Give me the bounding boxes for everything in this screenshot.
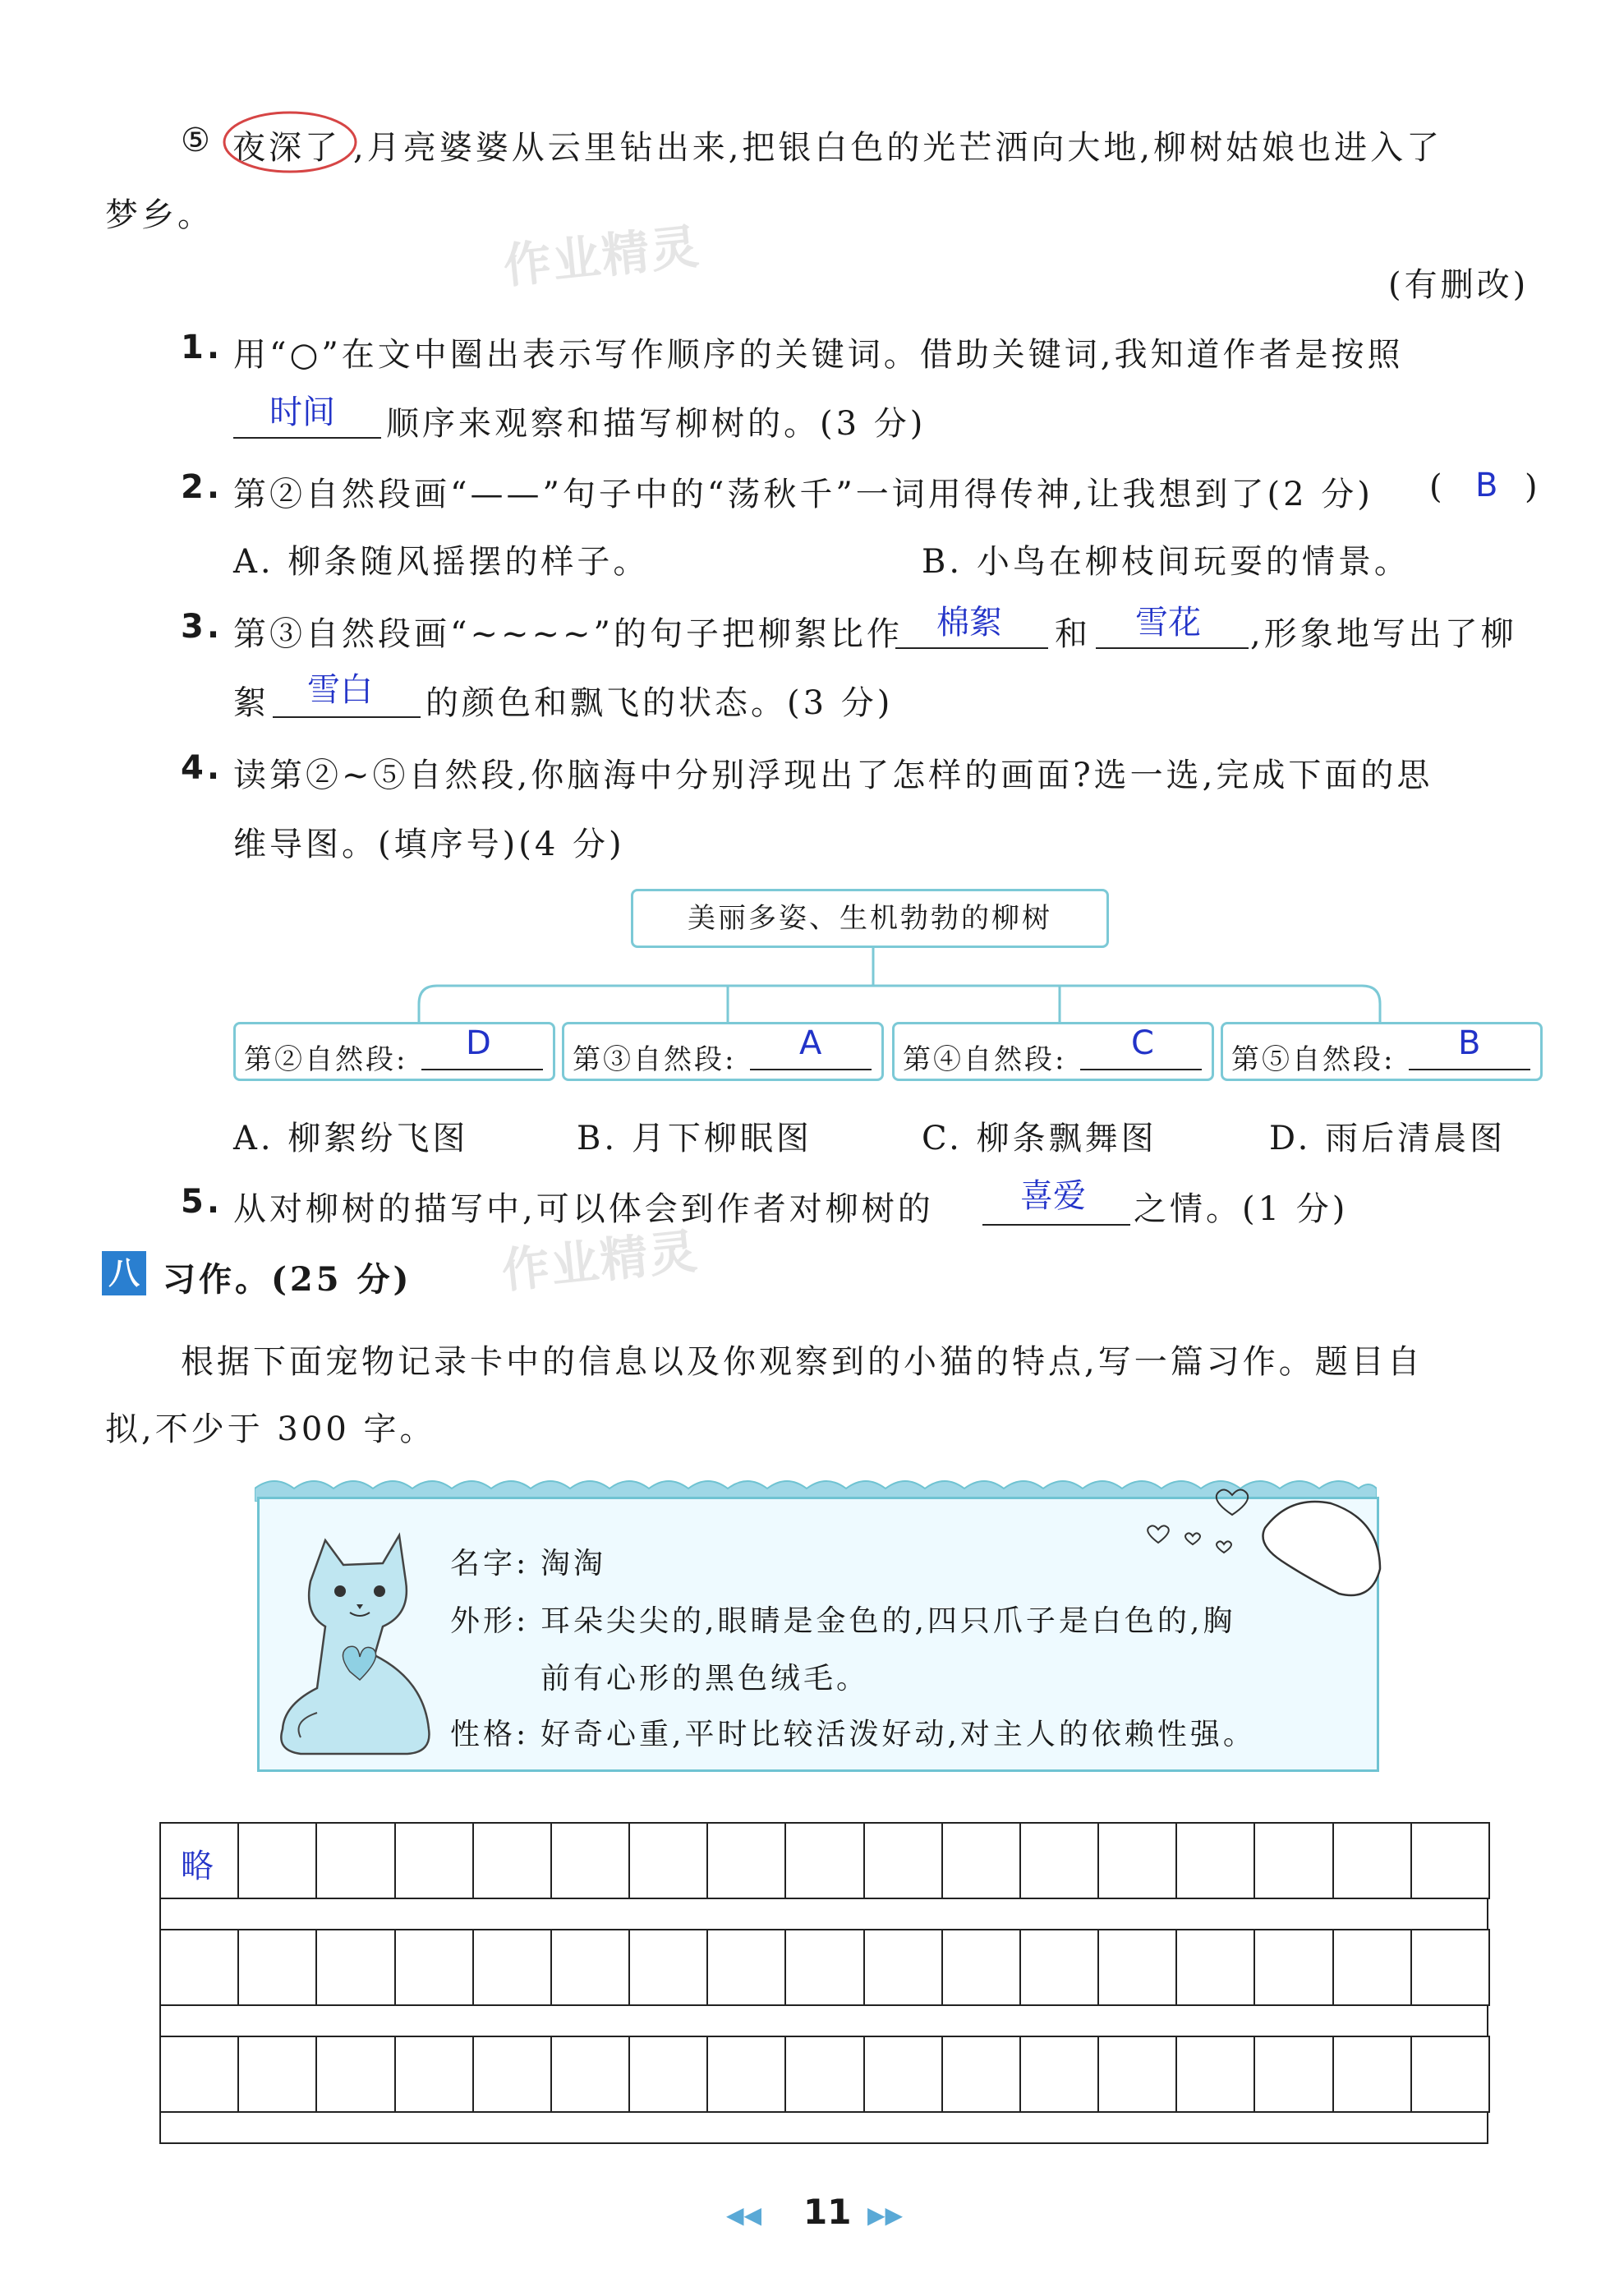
mindmap-box-answer: C	[1131, 1024, 1157, 1062]
mindmap-box-blank	[1080, 1069, 1202, 1070]
grid-cell[interactable]	[784, 1822, 864, 1899]
grid-cell[interactable]	[628, 2036, 708, 2113]
mindmap-box-para5	[1221, 1022, 1543, 1081]
grid-cell[interactable]	[1410, 1822, 1490, 1899]
q2-paren-open: (	[1429, 468, 1446, 506]
mindmap-box-answer: B	[1458, 1024, 1484, 1062]
grid-cell[interactable]	[1410, 2036, 1490, 2113]
q4-option-c: C. 柳条飘舞图	[922, 1120, 1157, 1157]
grid-cell[interactable]	[315, 1929, 395, 2006]
passage-para5-line2: 梦乡。	[105, 196, 214, 234]
writing-grid[interactable]	[159, 1822, 1488, 2141]
grid-cell[interactable]	[784, 1929, 864, 2006]
mindmap-box-label: 第④自然段:	[903, 1043, 1067, 1076]
mindmap-box-answer: D	[466, 1024, 494, 1062]
grid-cell[interactable]	[472, 1822, 552, 1899]
next-page-icon[interactable]: ▶▶	[867, 2202, 904, 2229]
page-number: 11	[803, 2192, 852, 2232]
mindmap-box-label: 第⑤自然段:	[1231, 1043, 1396, 1076]
card-char-value: 好奇心重,平时比较活泼好动,对主人的依赖性强。	[540, 1718, 1256, 1751]
grid-cell[interactable]	[1175, 2036, 1255, 2113]
grid-row-gap	[159, 2111, 1488, 2144]
card-look-label: 外形:	[450, 1604, 530, 1638]
q3-text-cont: ,形象地写出了柳	[1250, 615, 1517, 653]
q4-text-line2: 维导图。(填序号)(4 分)	[233, 826, 625, 863]
grid-cell[interactable]	[315, 2036, 395, 2113]
q3-text: 第③自然段画“~~~~”的句子把柳絮比作	[233, 615, 903, 653]
grid-cell[interactable]	[1332, 2036, 1412, 2113]
watermark: 作业精灵	[499, 1222, 702, 1300]
grid-cell[interactable]	[941, 2036, 1021, 2113]
mindmap-root: 美丽多姿、生机勃勃的柳树	[631, 889, 1109, 948]
q4-text: 读第②~⑤自然段,你脑海中分别浮现出了怎样的画面?选一选,完成下面的思	[233, 757, 1433, 794]
card-name-value: 淘淘	[540, 1547, 607, 1581]
card-char-label: 性格:	[450, 1718, 530, 1751]
mindmap-box-blank	[421, 1069, 543, 1070]
q3-answer-1: 棉絮	[936, 604, 1002, 642]
q3-answer-2: 雪花	[1135, 604, 1201, 642]
q5-number: 5.	[181, 1183, 223, 1221]
mindmap-box-label: 第②自然段:	[244, 1043, 408, 1076]
grid-cell[interactable]	[237, 1929, 317, 2006]
cat-illustration-icon	[268, 1524, 465, 1762]
grid-cell[interactable]	[159, 1929, 239, 2006]
q5-answer: 喜爱	[1020, 1177, 1086, 1215]
grid-cell[interactable]	[706, 2036, 786, 2113]
grid-row-gap	[159, 2004, 1488, 2037]
mindmap-box-blank	[1409, 1069, 1530, 1070]
watermark: 作业精灵	[500, 218, 703, 295]
grid-cell[interactable]	[863, 2036, 943, 2113]
q5-text: 从对柳树的描写中,可以体会到作者对柳树的	[233, 1190, 934, 1228]
q1-text-end: 顺序来观察和描写柳树的。(3 分)	[386, 405, 927, 443]
grid-cell[interactable]	[315, 1822, 395, 1899]
grid-cell[interactable]	[1097, 2036, 1177, 2113]
section-badge: 八	[102, 1251, 146, 1295]
mindmap-box-label: 第③自然段:	[573, 1043, 737, 1076]
grid-cell[interactable]	[1332, 1822, 1412, 1899]
grid-cell[interactable]	[1097, 1929, 1177, 2006]
grid-cell[interactable]	[628, 1929, 708, 2006]
grid-cell[interactable]	[706, 1822, 786, 1899]
section-prompt-line2: 拟,不少于 300 字。	[105, 1410, 436, 1448]
mindmap-box-para4	[892, 1022, 1214, 1081]
mindmap-box-para3	[562, 1022, 884, 1081]
writing-answer: 略	[181, 1847, 214, 1885]
q1-answer: 时间	[269, 393, 335, 431]
passage-note: (有删改)	[1388, 266, 1530, 304]
q5-blank-line	[982, 1224, 1130, 1226]
q5-text-end: 之情。(1 分)	[1134, 1190, 1349, 1228]
grid-cell[interactable]	[1175, 1822, 1255, 1899]
passage-para5-text: ,月亮婆婆从云里钻出来,把银白色的光芒洒向大地,柳树姑娘也进入了	[353, 129, 1443, 167]
grid-cell[interactable]	[472, 1929, 552, 2006]
grid-cell[interactable]	[159, 2036, 239, 2113]
grid-cell[interactable]	[550, 1822, 630, 1899]
grid-cell[interactable]	[472, 2036, 552, 2113]
grid-cell[interactable]	[1097, 1822, 1177, 1899]
q3-text-end: 的颜色和飘飞的状态。(3 分)	[426, 684, 894, 722]
grid-cell[interactable]	[550, 2036, 630, 2113]
mindmap-box-para2	[233, 1022, 555, 1081]
q2-number: 2.	[181, 468, 223, 506]
grid-cell[interactable]	[706, 1929, 786, 2006]
grid-cell[interactable]	[628, 1822, 708, 1899]
grid-cell[interactable]	[394, 2036, 474, 2113]
q3-text-and: 和	[1055, 615, 1091, 653]
q4-option-a: A. 柳絮纷飞图	[233, 1120, 469, 1157]
grid-cell[interactable]	[1254, 2036, 1333, 2113]
section-title: 习作。(25 分)	[163, 1260, 412, 1299]
mindmap-box-blank	[750, 1069, 872, 1070]
mindmap-box-answer: A	[799, 1024, 825, 1062]
q3-answer-3: 雪白	[307, 671, 373, 709]
grid-cell[interactable]	[1410, 1929, 1490, 2006]
grid-cell[interactable]	[394, 1822, 474, 1899]
passage-para5-number: ⑤	[181, 122, 214, 159]
q4-option-b: B. 月下柳眠图	[577, 1120, 812, 1157]
q4-number: 4.	[181, 749, 223, 787]
q1-number: 1.	[181, 329, 223, 366]
grid-cell[interactable]	[863, 1822, 943, 1899]
grid-cell[interactable]	[1254, 1929, 1333, 2006]
q2-answer: B	[1475, 467, 1498, 504]
grid-cell[interactable]	[784, 2036, 864, 2113]
q3-text-line2: 絮	[233, 684, 269, 722]
q2-text: 第②自然段画“——”句子中的“荡秋千”一词用得传神,让我想到了(2 分)	[233, 476, 1373, 513]
grid-cell[interactable]	[941, 1929, 1021, 2006]
grid-cell[interactable]	[237, 2036, 317, 2113]
grid-cell[interactable]	[863, 1929, 943, 2006]
section-prompt: 根据下面宠物记录卡中的信息以及你观察到的小猫的特点,写一篇习作。题目自	[181, 1343, 1424, 1381]
q1-text: 用“○”在文中圈出表示写作顺序的关键词。借助关键词,我知道作者是按照	[233, 336, 1404, 374]
grid-cell[interactable]	[1175, 1929, 1255, 2006]
grid-cell[interactable]	[1254, 1822, 1333, 1899]
q4-option-d: D. 雨后清晨图	[1269, 1120, 1506, 1157]
passage-circled-keyword: 夜深了	[232, 129, 341, 167]
card-name-label: 名字:	[450, 1547, 530, 1581]
q2-paren-close: )	[1525, 468, 1541, 506]
grid-cell[interactable]	[237, 1822, 317, 1899]
grid-cell[interactable]	[1019, 1822, 1099, 1899]
grid-cell[interactable]	[550, 1929, 630, 2006]
q2-option-a: A. 柳条随风摇摆的样子。	[233, 543, 650, 581]
card-look-value: 耳朵尖尖的,眼睛是金色的,四只爪子是白色的,胸	[540, 1604, 1236, 1638]
q2-option-b: B. 小鸟在柳枝间玩耍的情景。	[922, 543, 1410, 581]
grid-cell[interactable]	[1019, 1929, 1099, 2006]
grid-cell[interactable]	[1019, 2036, 1099, 2113]
q3-number: 3.	[181, 608, 223, 646]
prev-page-icon[interactable]: ◀◀	[726, 2202, 762, 2229]
card-look-value-line2: 前有心形的黑色绒毛。	[540, 1662, 870, 1696]
hand-hearts-icon	[1142, 1479, 1388, 1602]
grid-cell[interactable]	[394, 1929, 474, 2006]
grid-row-gap	[159, 1898, 1488, 1930]
grid-cell[interactable]	[1332, 1929, 1412, 2006]
grid-cell[interactable]	[941, 1822, 1021, 1899]
